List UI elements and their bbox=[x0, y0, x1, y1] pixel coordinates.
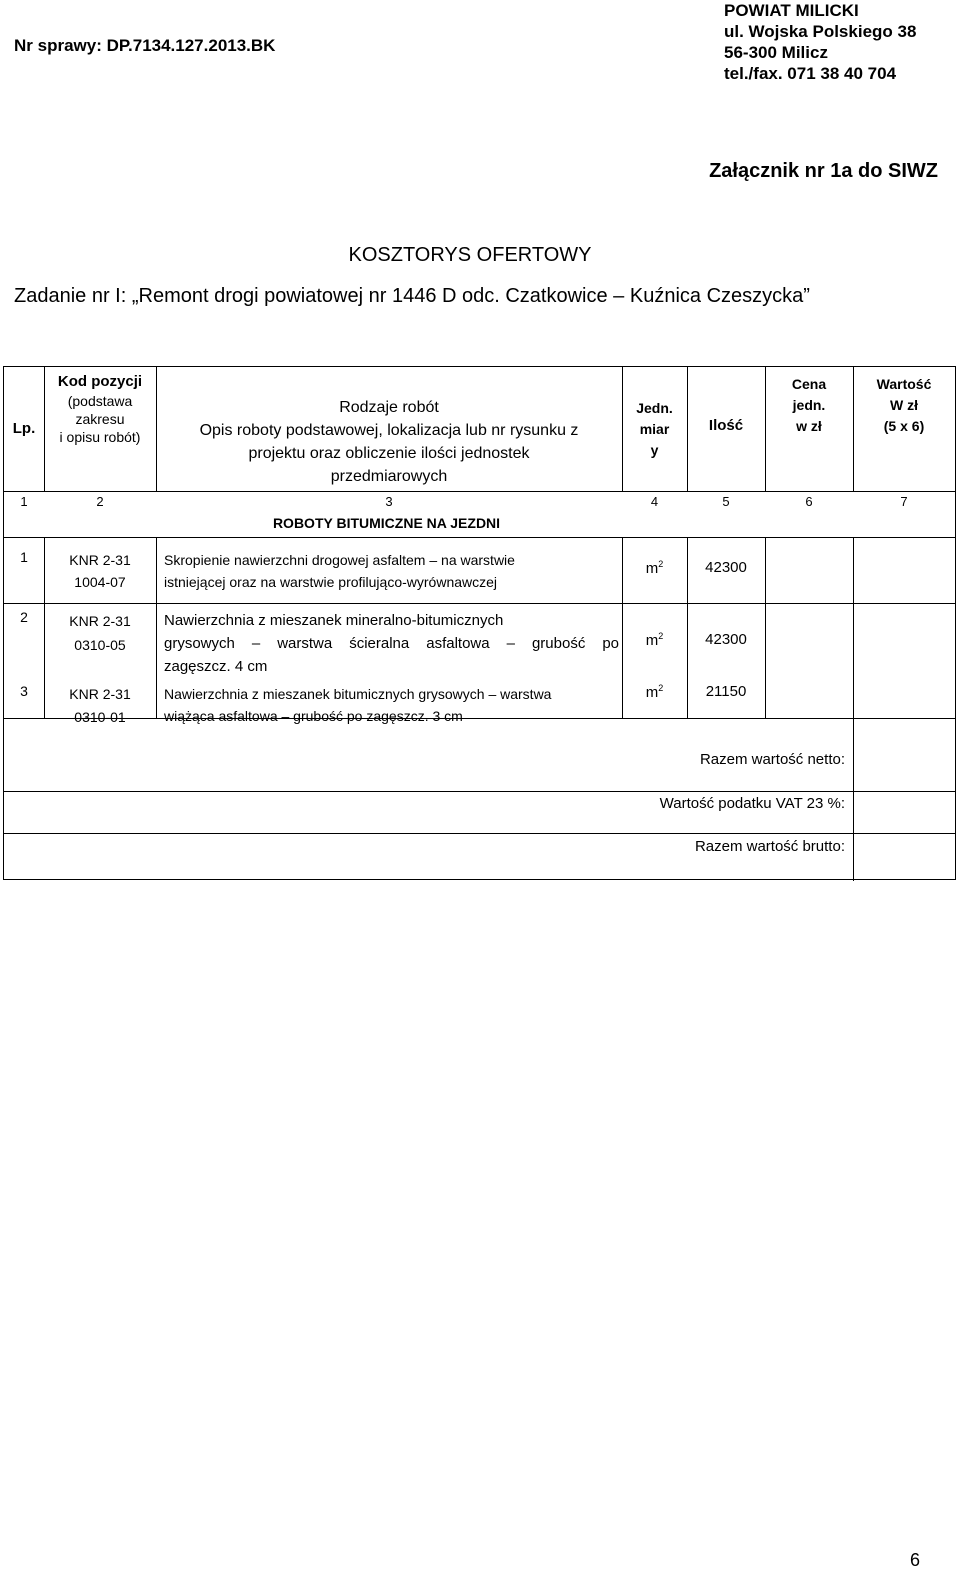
row-unit-sup: 2 bbox=[658, 559, 664, 569]
row-code-line: 0310-01 bbox=[74, 709, 126, 725]
document-title: KOSZTORYS OFERTOWY bbox=[348, 244, 592, 266]
row-divider bbox=[4, 537, 955, 538]
column-number: 2 bbox=[96, 494, 104, 509]
column-number: 5 bbox=[722, 494, 730, 509]
row-desc-line: Nawierzchnia z mieszanek bitumicznych grysowych – warstwa bbox=[164, 686, 552, 702]
header-value-line: W zł bbox=[890, 397, 918, 413]
row-lp: 2 bbox=[20, 609, 28, 625]
row-divider bbox=[4, 491, 955, 492]
row-desc-line: zagęszcz. 4 cm bbox=[164, 658, 268, 675]
row-code bbox=[44, 609, 156, 657]
row-desc-line: Nawierzchnia z mieszanek mineralno-bitumicznych bbox=[164, 612, 504, 629]
office-street: ul. Wojska Polskiego 38 bbox=[724, 22, 917, 41]
cost-estimate-table bbox=[3, 366, 956, 880]
header-desc-line: przedmiarowych bbox=[330, 468, 448, 485]
header-unit-line: y bbox=[650, 442, 659, 458]
row-unit bbox=[622, 631, 687, 649]
column-number: 7 bbox=[900, 494, 908, 509]
header-code-title: Kod pozycji bbox=[57, 373, 143, 390]
row-code-line: KNR 2-31 bbox=[69, 552, 131, 568]
header-price-line: w zł bbox=[796, 418, 822, 434]
header-unit bbox=[622, 398, 687, 461]
row-code bbox=[44, 549, 156, 593]
header-price-line: Cena bbox=[791, 376, 827, 392]
row-unit-sup: 2 bbox=[658, 631, 664, 641]
row-unit bbox=[622, 559, 687, 577]
col-divider bbox=[156, 537, 157, 718]
row-unit bbox=[622, 683, 687, 701]
row-code-line: 0310-05 bbox=[74, 637, 126, 653]
row-code bbox=[44, 683, 156, 729]
header-lp: Lp. bbox=[12, 420, 36, 437]
header-unit-price bbox=[765, 374, 853, 437]
row-lp: 3 bbox=[20, 683, 28, 699]
case-number: Nr sprawy: DP.7134.127.2013.BK bbox=[14, 36, 276, 55]
row-divider bbox=[4, 833, 955, 834]
row-unit-text: m bbox=[645, 560, 659, 577]
task-description: Zadanie nr I: „Remont drogi powiatowej nr 1446 D odc. Czatkowice – Kuźnica Czeszycka” bbox=[14, 285, 810, 307]
header-value-line: Wartość bbox=[876, 376, 932, 392]
header-unit-line: miar bbox=[639, 421, 670, 437]
header-desc-line: Rodzaje robót bbox=[339, 399, 439, 416]
header-code-sub: zakresu bbox=[75, 411, 125, 427]
column-number: 1 bbox=[20, 494, 28, 509]
row-description bbox=[164, 609, 619, 678]
column-number: 3 bbox=[385, 494, 393, 509]
header-code-sub: (podstawa bbox=[67, 393, 133, 409]
row-quantity: 42300 bbox=[705, 559, 747, 576]
row-divider bbox=[4, 791, 955, 792]
summary-vat: Wartość podatku VAT 23 %: bbox=[659, 795, 845, 812]
header-code-sub: i opisu robót) bbox=[59, 429, 141, 445]
row-desc-line: istniejącej oraz na warstwie profilująco-wyrównawczej bbox=[164, 574, 498, 590]
row-divider bbox=[4, 603, 955, 604]
row-description bbox=[164, 549, 619, 593]
row-quantity: 42300 bbox=[705, 631, 747, 648]
column-number: 4 bbox=[650, 494, 659, 509]
office-address bbox=[724, 0, 916, 84]
row-quantity: 21150 bbox=[705, 683, 747, 700]
header-value-line: (5 x 6) bbox=[883, 418, 925, 434]
row-unit-text: m bbox=[645, 684, 659, 701]
summary-netto: Razem wartość netto: bbox=[699, 751, 845, 768]
row-code-line: 1004-07 bbox=[74, 574, 126, 590]
col-divider bbox=[853, 537, 854, 718]
office-city: 56-300 Milicz bbox=[724, 43, 828, 62]
row-code-line: KNR 2-31 bbox=[69, 686, 131, 702]
office-phone: tel./fax. 071 38 40 704 bbox=[724, 64, 897, 83]
col-divider bbox=[765, 537, 766, 718]
header-desc-line: projektu oraz obliczenie ilości jednostek bbox=[248, 445, 530, 462]
header-value bbox=[853, 374, 955, 437]
header-description bbox=[156, 396, 622, 488]
row-desc-line: wiążąca asfaltowa – grubość po zagęszcz. 3 cm bbox=[164, 708, 463, 724]
attachment-label: Załącznik nr 1a do SIWZ bbox=[709, 160, 938, 182]
header-price-line: jedn. bbox=[792, 397, 826, 413]
column-number: 6 bbox=[805, 494, 813, 509]
row-description bbox=[164, 683, 619, 727]
header-unit-line: Jedn. bbox=[636, 400, 673, 416]
summary-brutto: Razem wartość brutto: bbox=[694, 838, 845, 855]
section-title: ROBOTY BITUMICZNE NA JEZDNI bbox=[272, 515, 501, 531]
header-desc-line: Opis roboty podstawowej, lokalizacja lub nr rysunku z bbox=[199, 422, 579, 439]
row-unit-text: m bbox=[645, 632, 659, 649]
row-lp: 1 bbox=[20, 549, 28, 565]
header-quantity: Ilość bbox=[708, 417, 744, 434]
office-name: POWIAT MILICKI bbox=[724, 1, 859, 20]
row-desc-line: Skropienie nawierzchni drogowej asfaltem – na warstwie bbox=[164, 552, 515, 568]
row-unit-sup: 2 bbox=[658, 683, 664, 693]
page-number: 6 bbox=[910, 1550, 921, 1570]
col-divider bbox=[853, 718, 854, 881]
header-code bbox=[44, 373, 156, 445]
row-code-line: KNR 2-31 bbox=[69, 613, 131, 629]
row-desc-line: grysowych – warstwa ścieralna asfaltowa – grubość po bbox=[164, 635, 619, 652]
